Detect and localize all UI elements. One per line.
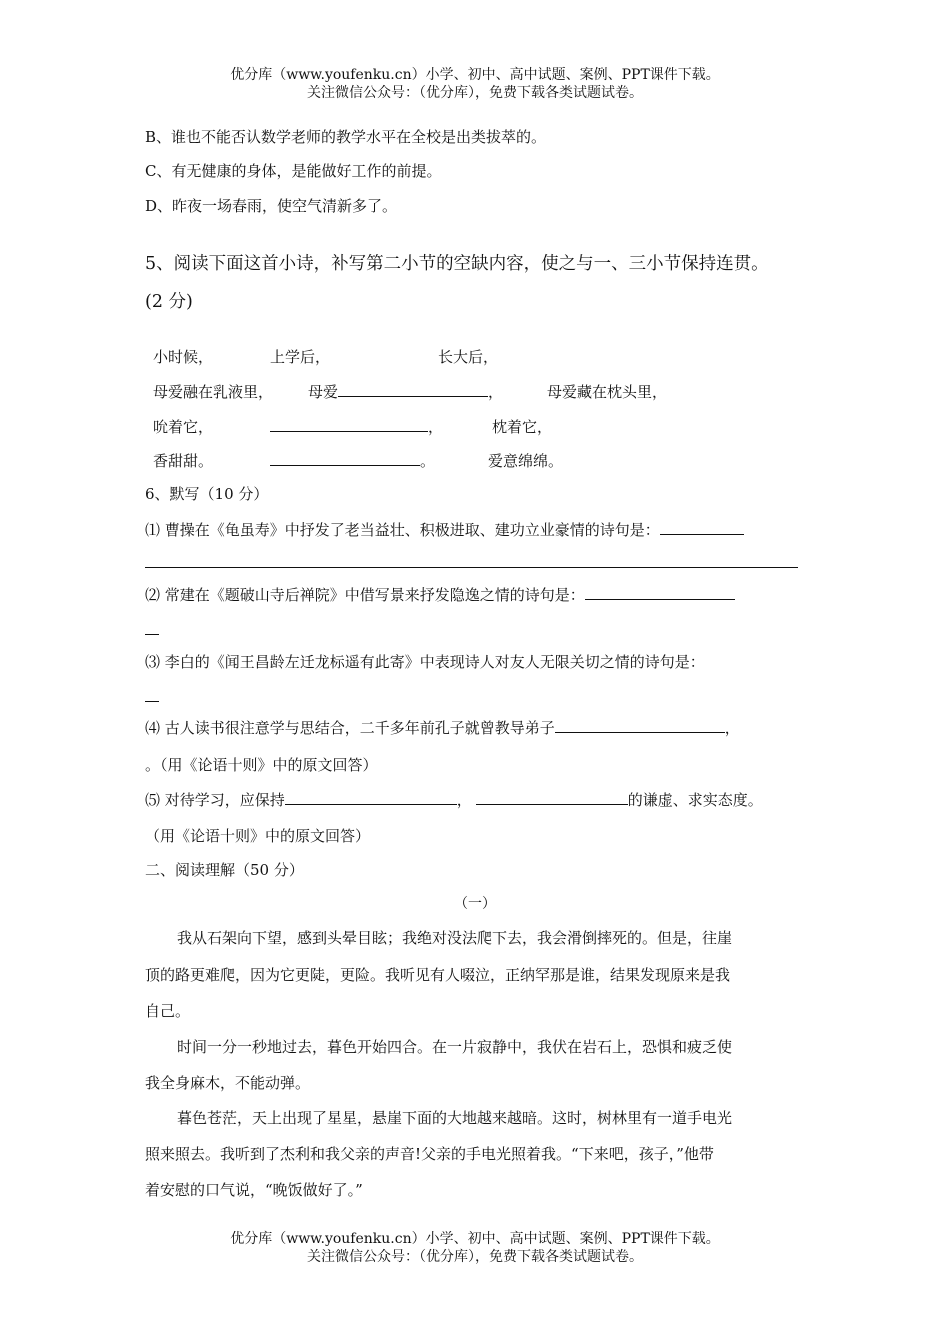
- option-d: D、昨夜一场春雨，使空气清新多了。: [145, 197, 398, 215]
- poem-col3-line3: 枕着它，: [492, 418, 553, 436]
- poem-col2-line2: [308, 381, 503, 402]
- poem-col2-line3-comma: ，: [428, 418, 444, 436]
- q6-item-2-blank[interactable]: [585, 585, 735, 600]
- header-line-2: 关注微信公众号：（优分库），免费下载各类试题试卷。: [307, 85, 643, 101]
- passage-line-6: 暮色苍茫，天上出现了星星，悬崖下面的大地越来越暗。这时，树林里有一道手电光: [177, 1109, 733, 1127]
- q6-item-3: ⑶ 李白的《闻王昌龄左迁龙标遥有此寄》中表现诗人对友人无限关切之情的诗句是：: [145, 653, 705, 671]
- q6-item-1-answer-line[interactable]: [145, 567, 798, 568]
- question-5-text: 5、阅读下面这首小诗，补写第二小节的空缺内容，使之与一、三小节保持连贯。: [145, 254, 769, 274]
- passage-line-3: 自己。: [145, 1002, 191, 1020]
- q6-item-5: [145, 789, 763, 810]
- poem-col2-line4-period: 。: [420, 452, 436, 470]
- poem-col1-line3: 吮着它，: [153, 418, 214, 436]
- poem-col2-line1: 上学后，: [270, 348, 331, 366]
- poem-col3-line2: 母爱藏在枕头里，: [547, 383, 668, 401]
- poem-blank-3[interactable]: [270, 451, 420, 466]
- q6-item-5-note: （用《论语十则》中的原文回答）: [145, 827, 371, 845]
- poem-col3-line1: 长大后，: [438, 348, 499, 366]
- header-line-1: 优分库（www.youfenku.cn）小学、初中、高中试题、案例、PPT课件下载。: [230, 67, 720, 83]
- q6-item-5-blank-2[interactable]: [476, 790, 628, 805]
- q6-item-4-text: ⑷ 古人读书很注意学与思结合，二千多年前孔子就曾教导弟子: [145, 719, 555, 737]
- passage-line-4: 时间一分一秒地过去，暮色开始四合。在一片寂静中，我伏在岩石上，恐惧和疲乏使: [177, 1038, 733, 1056]
- passage-line-2: 顶的路更难爬，因为它更陡，更险。我听见有人啜泣，正纳罕那是谁，结果发现原来是我: [145, 966, 731, 984]
- q6-item-1-blank[interactable]: [660, 520, 744, 535]
- poem-blank-2[interactable]: [270, 417, 428, 432]
- q6-item-1-text: ⑴ 曹操在《龟虽寿》中抒发了老当益壮、积极进取、建功立业豪情的诗句是：: [145, 521, 660, 539]
- q6-item-4: [145, 717, 740, 738]
- passage-line-1: 我从石架向下望，感到头晕目眩；我绝对没法爬下去，我会滑倒摔死的。但是，往崖: [177, 929, 733, 947]
- q6-item-5-text-c: 的谦虚、求实态度。: [627, 791, 763, 809]
- option-c: C、有无健康的身体，是能做好工作的前提。: [145, 162, 442, 180]
- passage-line-7: 照来照去。我听到了杰利和我父亲的声音!父亲的手电光照着我。“下来吧，孩子，”他带: [145, 1145, 714, 1163]
- q6-item-1: [145, 519, 744, 540]
- q6-item-3-answer-line[interactable]: [145, 701, 159, 702]
- poem-col1-line1: 小时候，: [153, 348, 214, 366]
- passage-line-8: 着安慰的口气说，“晚饭做好了。”: [145, 1181, 363, 1199]
- poem-col2-line2-comma: ，: [488, 383, 504, 401]
- poem-col3-line4: 爱意绵绵。: [488, 452, 564, 470]
- option-b: B、谁也不能否认数学老师的教学水平在全校是出类拔萃的。: [145, 128, 547, 146]
- poem-col1-line2: 母爱融在乳液里，: [153, 383, 274, 401]
- footer-line-2: 关注微信公众号：（优分库），免费下载各类试题试卷。: [307, 1249, 643, 1265]
- q6-item-5-blank-1[interactable]: [285, 790, 457, 805]
- passage-line-5: 我全身麻木，不能动弹。: [145, 1074, 311, 1092]
- poem-col2-prefix: 母爱: [308, 383, 339, 401]
- q6-item-5-text-a: ⑸ 对待学习，应保持: [145, 791, 285, 809]
- reading-part-1-heading: （一）: [454, 896, 496, 912]
- q6-item-2-text: ⑵ 常建在《题破山寺后禅院》中借写景来抒发隐逸之情的诗句是：: [145, 586, 585, 604]
- q6-item-4-note: 。（用《论语十则》中的原文回答）: [145, 756, 378, 774]
- section-2-title: 二、阅读理解（50 分）: [145, 861, 304, 879]
- footer-line-1: 优分库（www.youfenku.cn）小学、初中、高中试题、案例、PPT课件下载。: [230, 1231, 720, 1247]
- q6-item-4-comma: ，: [724, 719, 740, 737]
- q6-item-2: [145, 584, 735, 605]
- poem-col2-line3: [270, 416, 443, 437]
- q6-item-2-answer-line[interactable]: [145, 634, 159, 635]
- poem-col2-line4: [270, 450, 435, 471]
- q6-item-5-text-b: ，: [456, 791, 472, 809]
- question-5-score: (2 分): [145, 292, 193, 312]
- q6-item-4-blank-1[interactable]: [555, 718, 725, 733]
- question-6-title: 6、默写（10 分）: [145, 485, 269, 503]
- poem-blank-1[interactable]: [338, 382, 488, 397]
- poem-col1-line4: 香甜甜。: [153, 452, 214, 470]
